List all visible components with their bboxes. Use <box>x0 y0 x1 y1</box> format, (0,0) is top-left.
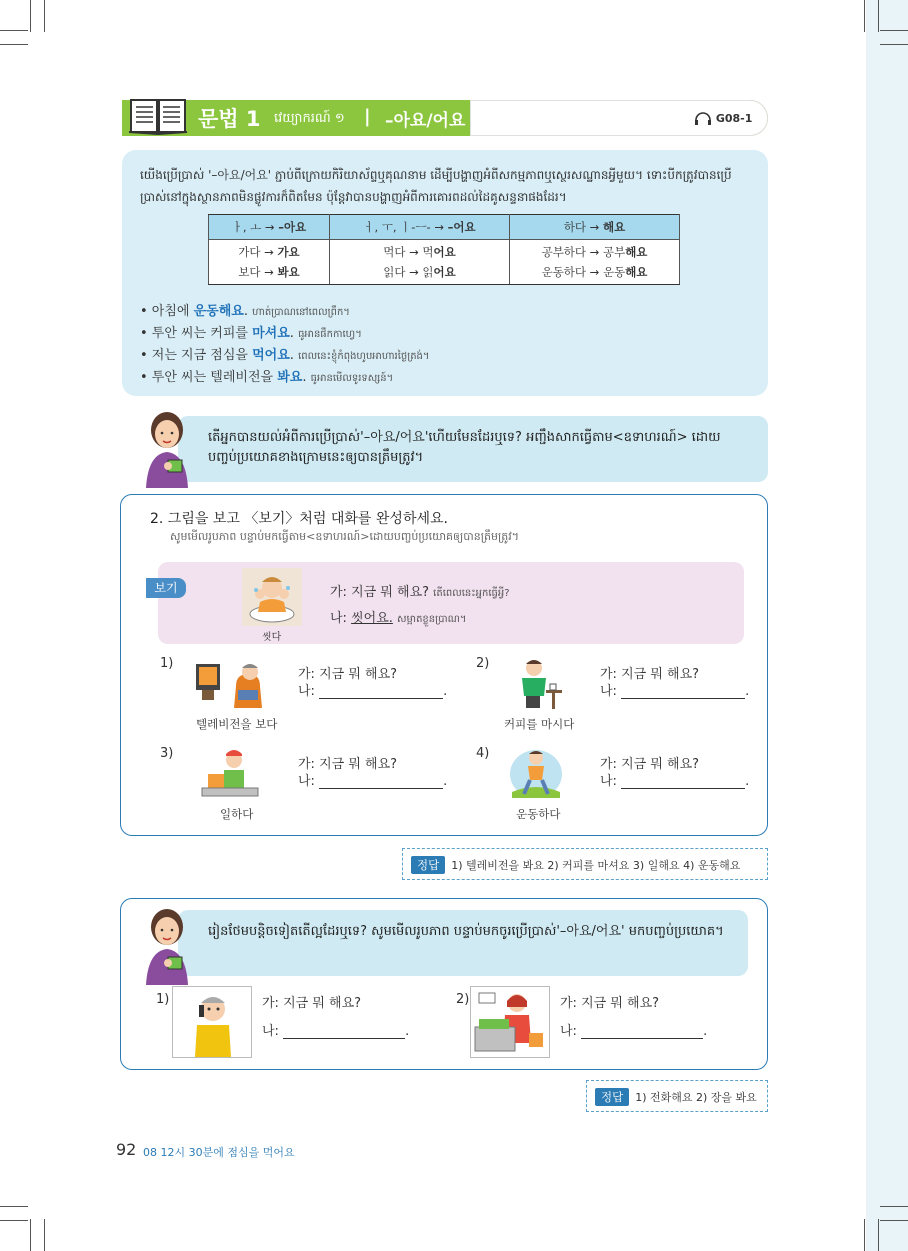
example-tag: 보기 <box>146 578 186 598</box>
table-header: ㅏ, ㅗ → –아요 <box>209 215 330 240</box>
item-question: 가: 지금 뭐 해요? <box>298 757 398 772</box>
crop-mark <box>30 1219 31 1251</box>
item-number: 3) <box>160 746 174 761</box>
table-cell: 가다 → 가요 보다 → 봐요 <box>209 240 330 285</box>
crop-mark <box>0 30 28 31</box>
answer-blank[interactable] <box>621 698 745 699</box>
extra-practice-banner <box>178 910 748 976</box>
section-subtitle: វេយ្យាករណ៍ ១ <box>274 111 345 126</box>
example-question: 가: 지금 뭐 해요? តើពេលនេះអ្នកធ្វើអ្វី? <box>330 585 510 600</box>
item-caption: 일하다 <box>220 807 254 821</box>
table-header: 하다 → 해요 <box>510 215 680 240</box>
item-number: 2) <box>476 656 490 671</box>
example-sentence: • 아침에 운동해요. ហាត់ប្រាណនៅពេលព្រឹក។ <box>140 304 350 319</box>
answer-text: 1) 텔레비전을 봐요 2) 커피를 마셔요 3) 일해요 4) 운동해요 <box>451 859 741 872</box>
extra-practice-text: រៀនថែមបន្តិចទៀតតើល្អដែរឬទេ? សូមមើលរូបភាព បន្ទាប់មកចូរប្រើប្រាស់'–아요/어요' មកបញ្ចប់ប្រយោគ។ <box>208 924 724 939</box>
crop-mark <box>864 1219 865 1251</box>
item-question: 가: 지금 뭐 해요? <box>600 757 700 772</box>
watching-tv-illustration <box>192 656 272 712</box>
crop-mark <box>880 30 908 31</box>
crop-mark <box>30 0 31 32</box>
example-sentence: • 투안 씨는 텔레비전을 봐요. ធូអានមើលទូរទស្សន៍។ <box>140 370 394 385</box>
item-caption: 커피를 마시다 <box>504 717 575 731</box>
header-separator: | <box>364 106 371 127</box>
answer-tag: 정답 <box>411 856 445 874</box>
audio-track[interactable] <box>694 112 752 126</box>
crop-mark <box>880 44 908 45</box>
example-sentence: • 저는 지금 점심을 먹어요. ពេលនេះខ្ញុំកំពុងហូបអាហារថ្ងៃត្រង់។ <box>140 348 430 363</box>
crop-mark <box>0 44 28 45</box>
answer-blank[interactable] <box>283 1038 405 1039</box>
grammar-intro: យើងប្រើប្រាស់ '–아요/어요' ភ្ជាប់ពីក្រោយកិរិយាស័ព្ទឬគុណនាម ដើម្បីបង្ហាញអំពីសកម្មភាពឬស្ថេរសណ្ឋានអ្វីមួយ។ ទោះបីកត្រូវបានប្រើប្រាស់នៅក្នុងស្ថានភាពមិនផ្លូវការក៏ពិតមែន ប៉ុន្តែវាបានបង្ហាញអំពីការគោរពដល់ដៃគូសន្ទនាផងដែរ។ <box>140 168 732 204</box>
example-caption: 씻다 <box>262 632 282 643</box>
item-number: 1) <box>156 992 170 1007</box>
drinking-coffee-illustration <box>508 656 568 712</box>
section-title: 문법 1 <box>198 107 261 131</box>
page-number: 92 <box>116 1140 137 1159</box>
phone-call-illustration <box>173 987 251 1057</box>
answer-text: 1) 전화해요 2) 장을 봐요 <box>635 1091 757 1104</box>
crop-mark <box>878 0 879 32</box>
answer-key <box>402 848 768 880</box>
table-cell: 공부하다 → 공부해요 운동하다 → 운동해요 <box>510 240 680 285</box>
answer-key <box>586 1080 768 1112</box>
exercise-title: 2. 그림을 보고 〈보기〉처럼 대화를 완성하세요. <box>150 511 448 527</box>
crop-mark <box>0 1220 28 1221</box>
crop-mark <box>878 1219 879 1251</box>
shopping-illustration <box>471 987 549 1057</box>
item-number: 4) <box>476 746 490 761</box>
washing-face-illustration <box>242 568 302 626</box>
exercising-illustration <box>508 744 564 800</box>
shopping-illustration-frame <box>470 986 550 1058</box>
page-margin-strip <box>866 0 908 1251</box>
item-answer: 나: . <box>262 1024 410 1039</box>
example-answer: 나: 씻어요. សម្អាតខ្លួនប្រាណ។ <box>330 611 467 626</box>
item-number: 2) <box>456 992 470 1007</box>
answer-blank[interactable] <box>319 698 443 699</box>
open-book-icon <box>128 94 188 136</box>
check-banner-text: តើអ្នកបានយល់អំពីការប្រើប្រាស់'–아요/어요'ហើយមែនដែរឬទេ? អញ្ជឹងសាកធ្វើតាម<ឧទាហរណ៍> ដោយបញ្ចប់ប្រយោគខាងក្រោមនេះឲ្យបានត្រឹមត្រូវ។ <box>208 430 721 465</box>
chapter-title: 08 12시 30분에 점심을 먹어요 <box>143 1146 295 1159</box>
answer-tag: 정답 <box>595 1088 629 1106</box>
item-answer: 나: . <box>298 684 448 699</box>
item-answer: 나: . <box>560 1024 708 1039</box>
crop-mark <box>864 0 865 32</box>
conjugation-table <box>208 214 680 285</box>
audio-code: G08-1 <box>715 112 753 125</box>
working-illustration <box>198 744 262 800</box>
headphones-icon <box>694 112 712 126</box>
item-question: 가: 지금 뭐 해요? <box>298 667 398 682</box>
grammar-topic: –아요/어요 <box>385 111 466 131</box>
phone-call-illustration-frame <box>172 986 252 1058</box>
answer-blank[interactable] <box>319 788 443 789</box>
teacher-illustration <box>138 905 196 985</box>
item-caption: 운동하다 <box>516 807 561 821</box>
item-number: 1) <box>160 656 174 671</box>
answer-blank[interactable] <box>621 788 745 789</box>
item-answer: 나: . <box>600 774 750 789</box>
item-question: 가: 지금 뭐 해요? <box>262 996 362 1011</box>
crop-mark <box>880 1206 908 1207</box>
example-sentence: • 투안 씨는 커피를 마셔요. ធូអានផឹកកាហ្វេ។ <box>140 326 362 341</box>
item-question: 가: 지금 뭐 해요? <box>560 996 660 1011</box>
item-caption: 텔레비전을 보다 <box>196 717 278 731</box>
answer-blank[interactable] <box>581 1038 703 1039</box>
crop-mark <box>44 1219 45 1251</box>
teacher-illustration <box>138 408 196 488</box>
crop-mark <box>0 1206 28 1207</box>
exercise-subtitle: សូមមើលរូបភាព បន្ទាប់មកធ្វើតាម<ឧទាហរណ៍>ដោយបញ្ចប់ប្រយោគឲ្យបានត្រឹមត្រូវ។ <box>170 530 519 543</box>
item-answer: 나: . <box>298 774 448 789</box>
crop-mark <box>44 0 45 32</box>
item-question: 가: 지금 뭐 해요? <box>600 667 700 682</box>
table-cell: 먹다 → 먹어요 읽다 → 읽어요 <box>329 240 509 285</box>
table-header: ㅓ, ㅜ, ㅣ-ㅡ- → –어요 <box>329 215 509 240</box>
item-answer: 나: . <box>600 684 750 699</box>
crop-mark <box>880 1220 908 1221</box>
